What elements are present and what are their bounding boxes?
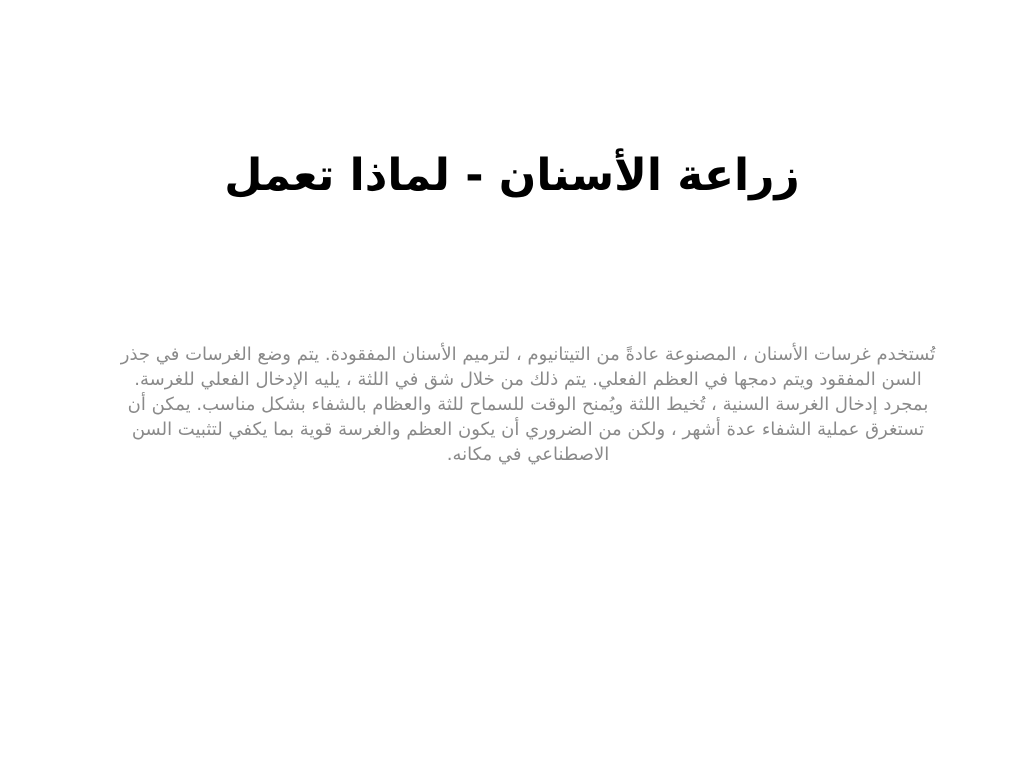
slide-body-text: تُستخدم غرسات الأسنان ، المصنوعة عادةً من التيتانيوم ، لترميم الأسنان المفقودة. يتم وضع الغرسات في جذر السن المفقود ويتم دمجها في العظم الفعلي. يتم ذلك من خلال شق في اللثة ، يليه الإدخال الفعلي للغرسة. بمجرد إدخال الغرسة السنية ، تُخيط اللثة ويُمنح الوقت للسماح للثة والعظام بالشفاء بشكل مناسب. يمكن أن تستغرق عملية الشفاء عدة أشهر ، ولكن من الضروري أن يكون العظم والغرسة قوية بما يكفي لتثبيت السن الاصطناعي في مكانه. — [120, 344, 936, 465]
slide-title: زراعة الأسنان - لماذا تعمل — [224, 150, 800, 201]
